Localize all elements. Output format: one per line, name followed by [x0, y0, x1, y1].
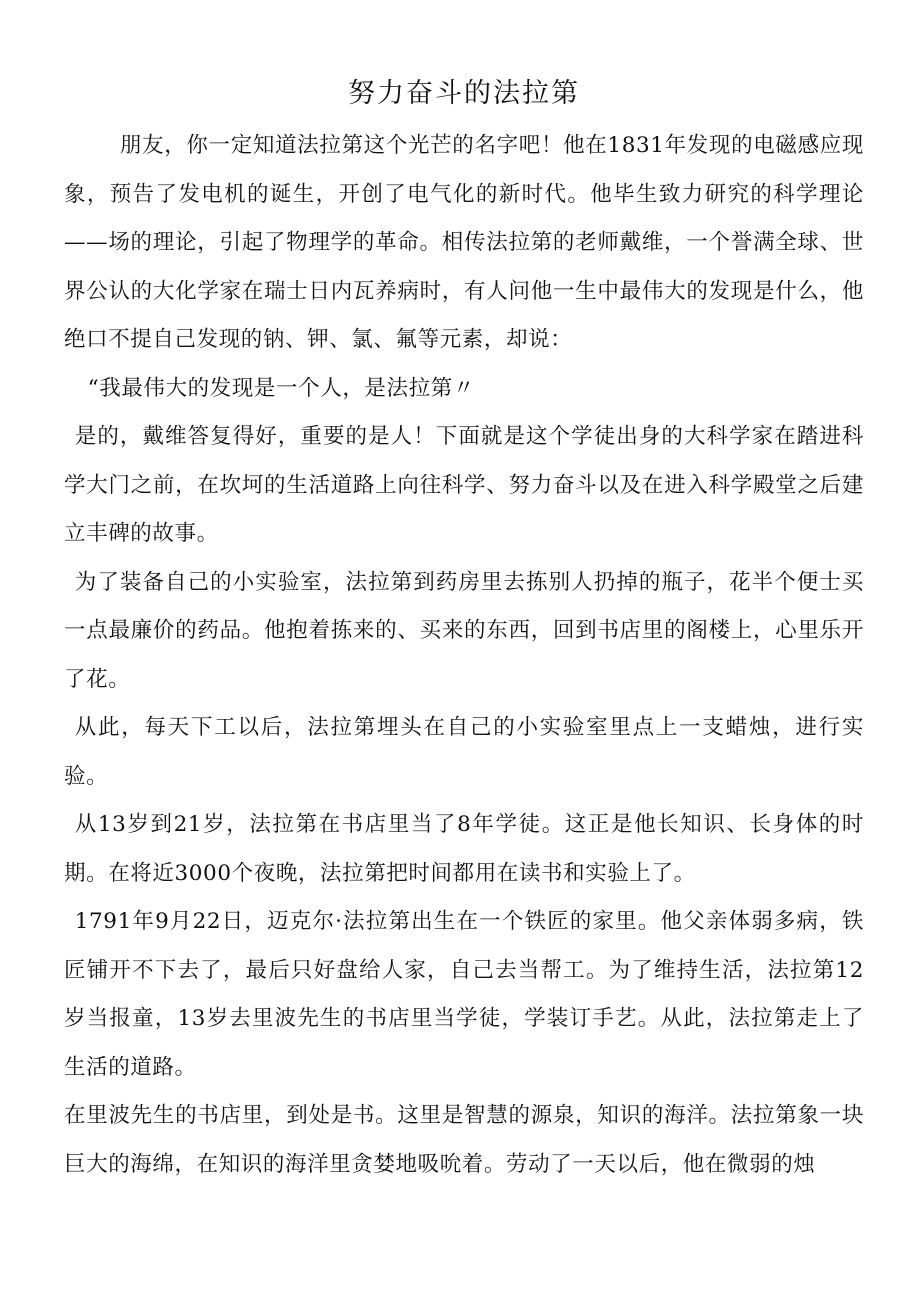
paragraph-experiments: 从此，每天下工以后，法拉第埋头在自己的小实验室里点上一支蜡烛，进行实验。 — [64, 715, 864, 789]
paragraph-quote: “我最伟大的发现是一个人，是法拉第〃 — [87, 375, 475, 401]
paragraph-intro: 朋友，你一定知道法拉第这个光芒的名字吧！他在1831年发现的电磁感应现象，预告了发电机的诞生，开创了电气化的新时代。他毕生致力研究的科学理论——场的理论，引起了物理学的革命。相传法拉第的老师戴维，一个誉满全球、世界公认的大化学家在瑞士日内瓦养病时，有人问他一生中最伟大的发现是什么，他绝口不提自己发现的钠、钾、氯、氟等元素，却说： — [64, 133, 864, 352]
document-page — [64, 72, 864, 1189]
paragraph-apprentice: 从13岁到21岁，法拉第在书店里当了8年学徒。这正是他长知识、长身体的时期。在将近3000个夜晚，法拉第把时间都用在读书和实验上了。 — [64, 812, 864, 886]
paragraph-laboratory: 为了装备自己的小实验室，法拉第到药房里去拣别人扔掉的瓶子，花半个便士买一点最廉价的药品。他抱着拣来的、买来的东西，回到书店里的阁楼上，心里乐开了花。 — [64, 569, 864, 692]
paragraph-bookshop: 在里波先生的书店里，到处是书。这里是智慧的源泉，知识的海洋。法拉第象一块巨大的海绵，在知识的海洋里贪婪地吸吮着。劳动了一天以后，他在微弱的烛 — [64, 1103, 864, 1177]
paragraph-birth: 1791年9月22日，迈克尔·法拉第出生在一个铁匠的家里。他父亲体弱多病，铁匠铺开不下去了，最后只好盘给人家，自己去当帮工。为了维持生活，法拉第12岁当报童，13岁去里波先生的书店里当学徒，学装订手艺。从此，法拉第走上了生活的道路。 — [64, 909, 864, 1080]
document-title: 努力奋斗的法拉第 — [348, 78, 580, 109]
paragraph-davy-reply: 是的，戴维答复得好，重要的是人！下面就是这个学徒出身的大科学家在踏进科学大门之前，在坎坷的生活道路上向往科学、努力奋斗以及在进入科学殿堂之后建立丰碑的故事。 — [64, 424, 864, 546]
